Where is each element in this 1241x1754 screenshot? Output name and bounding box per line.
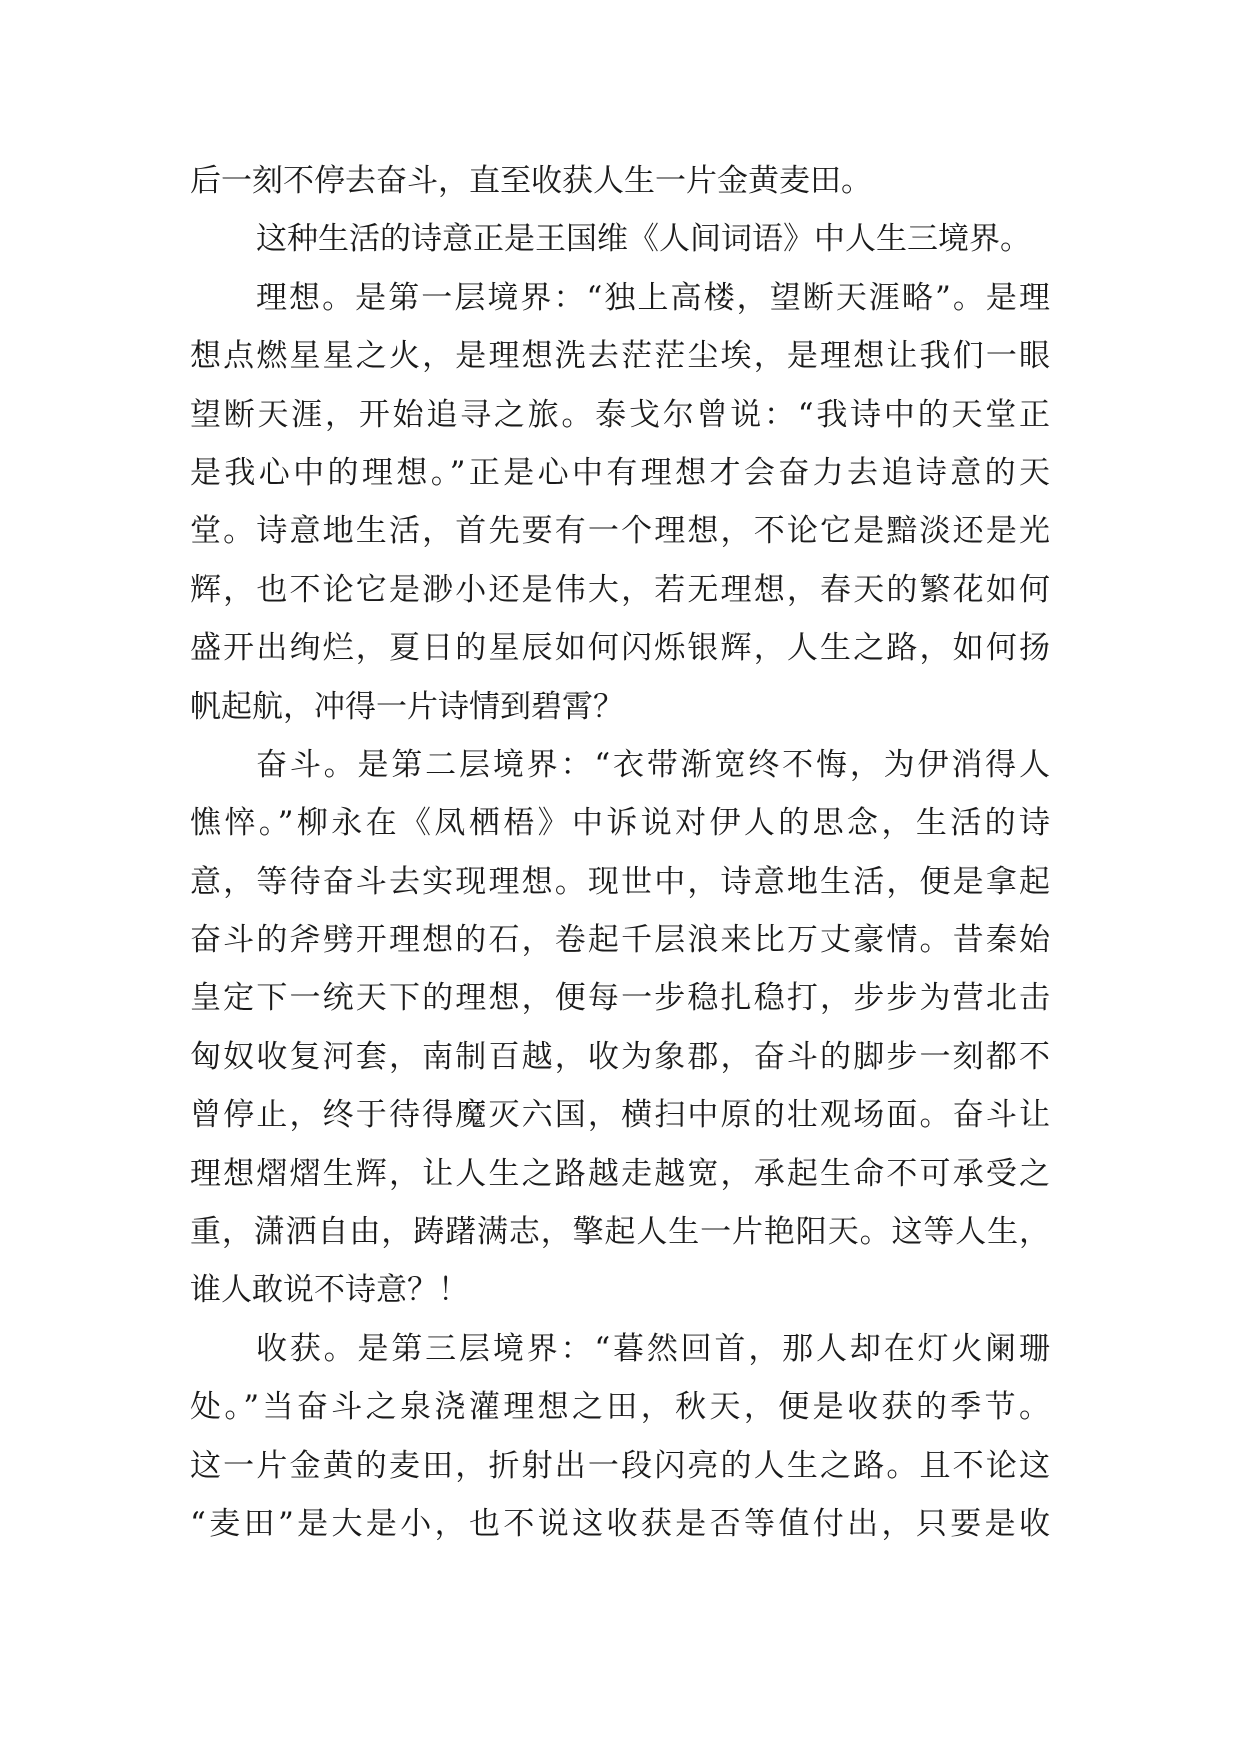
text-line: 理想熠熠生辉，让人生之路越走越宽，承起生命不可承受之 xyxy=(190,1155,1050,1192)
text-line: 堂。诗意地生活，首先要有一个理想，不论它是黯淡还是光 xyxy=(190,513,1050,550)
paragraph-start-line: 奋斗。是第二层境界：“衣带渐宽终不悔，为伊消得人 xyxy=(256,746,1050,783)
text-line: 想点燃星星之火，是理想洗去茫茫尘埃，是理想让我们一眼 xyxy=(190,338,1050,375)
paragraph-start-line: 这种生活的诗意正是王国维《人间词语》中人生三境界。 xyxy=(256,221,1031,258)
text-line: 憔悴。”柳永在《凤栖梧》中诉说对伊人的思念，生活的诗 xyxy=(190,805,1050,842)
text-line: 皇定下一统天下的理想，便每一步稳扎稳打，步步为营北击 xyxy=(190,980,1050,1017)
paragraph-start-line: 收获。是第三层境界：“暮然回首，那人却在灯火阑珊 xyxy=(256,1330,1050,1367)
text-line: 处。”当奋斗之泉浇灌理想之田，秋天，便是收获的季节。 xyxy=(190,1389,1050,1426)
text-line: 奋斗的斧劈开理想的石，卷起千层浪来比万丈豪情。昔秦始 xyxy=(190,922,1050,959)
text-line: 匈奴收复河套，南制百越，收为象郡，奋斗的脚步一刻都不 xyxy=(190,1038,1050,1075)
text-line: 后一刻不停去奋斗，直至收获人生一片金黄麦田。 xyxy=(190,163,872,199)
paragraph-start-line: 理想。是第一层境界：“独上高楼，望断天涯略”。是理 xyxy=(256,279,1050,316)
text-line: 辉，也不论它是渺小还是伟大，若无理想，春天的繁花如何 xyxy=(190,571,1050,608)
text-line: 是我心中的理想。”正是心中有理想才会奋力去追诗意的天 xyxy=(190,454,1050,491)
text-line: 意，等待奋斗去实现理想。现世中，诗意地生活，便是拿起 xyxy=(190,863,1050,900)
text-line: 曾停止，终于待得魔灭六国，横扫中原的壮观场面。奋斗让 xyxy=(190,1097,1050,1134)
text-line: 重，潇洒自由，踌躇满志，擎起人生一片艳阳天。这等人生， xyxy=(190,1214,1050,1251)
text-line: 盛开出绚烂，夏日的星辰如何闪烁银辉，人生之路，如何扬 xyxy=(190,630,1050,667)
text-line: “麦田”是大是小，也不说这收获是否等值付出，只要是收 xyxy=(190,1505,1050,1542)
text-line: 谁人敢说不诗意？！ xyxy=(190,1272,469,1309)
text-line: 望断天涯，开始追寻之旅。泰戈尔曾说：“我诗中的天堂正 xyxy=(190,396,1050,433)
text-line: 帆起航，冲得一片诗情到碧霄？ xyxy=(190,688,624,725)
essay-body xyxy=(190,152,1050,1553)
text-line: 这一片金黄的麦田，折射出一段闪亮的人生之路。且不论这 xyxy=(190,1447,1050,1484)
